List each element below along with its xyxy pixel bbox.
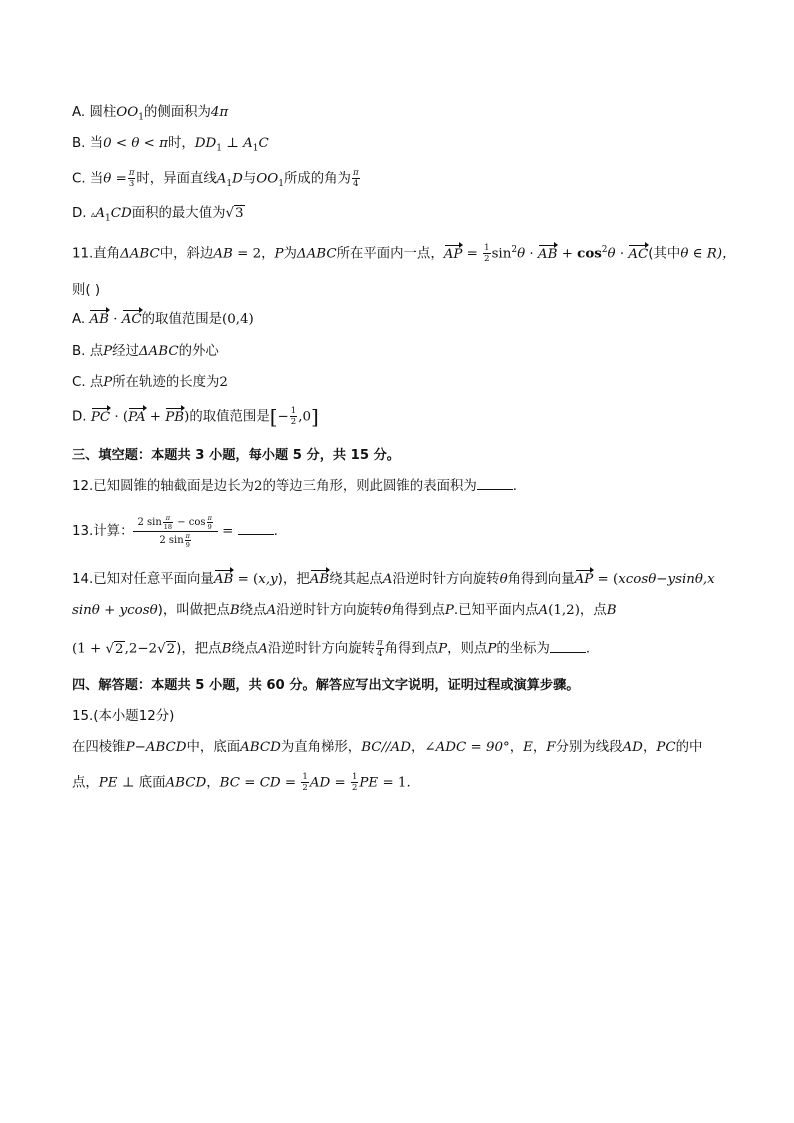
math-cd: CD [110, 206, 132, 221]
stem-text: 点， [72, 775, 99, 791]
q10-option-b [72, 134, 269, 154]
stem-text: = ( [593, 572, 619, 587]
option-label: D. [72, 409, 91, 425]
stem-text: ， [532, 740, 547, 755]
vector-ap: AP [444, 245, 463, 265]
stem-text: 角得到点 [384, 641, 439, 657]
stem-text: ， [642, 740, 657, 755]
sqrt-3: √3 [225, 206, 244, 221]
math-pe: PE [98, 775, 118, 791]
math-rotation: sinθ + ycosθ [72, 603, 158, 618]
plus: + [557, 246, 578, 262]
period: . [512, 479, 518, 494]
stem-text: ， [509, 740, 524, 755]
option-text: 所成的角为 [284, 171, 351, 187]
math-theta: θ [607, 246, 616, 262]
frac-den: 2 [484, 254, 490, 264]
math-cd: CD [259, 775, 281, 791]
subscript: 1 [252, 143, 259, 154]
frac-den: 4 [353, 179, 359, 189]
func-cos: cos [577, 245, 602, 262]
vector-ac: AC [628, 245, 648, 265]
math-a: A [216, 171, 227, 187]
math-a: A [258, 641, 268, 657]
dot: · [615, 246, 629, 262]
math-theta: θ [499, 572, 508, 587]
math-dd: DD [194, 136, 217, 151]
stem-text: 计算： [93, 524, 134, 539]
stem-text: ，则点 [447, 641, 488, 657]
perp-symbol: ⊥ [117, 775, 139, 791]
q10-option-a [72, 103, 228, 123]
stem-text: 绕其起点 [329, 572, 383, 587]
perp-symbol: ⊥ [221, 136, 244, 151]
option-label: D. [72, 206, 91, 221]
frac-den: 9 [185, 540, 190, 549]
math-oo: OO [256, 171, 279, 187]
math-zero: ,0 [298, 409, 311, 425]
equals: = [280, 775, 301, 791]
stem-text: ， [206, 775, 220, 791]
stem-text: 沿逆时针方向旋转 [276, 603, 384, 618]
frac-num: 1 [302, 772, 308, 782]
math-ad: AD [622, 740, 643, 755]
option-text: 所在轨迹的长度为 [112, 375, 220, 390]
subscript: 1 [226, 179, 233, 190]
stem-text: 分别为线段 [555, 740, 623, 755]
stem-text: (其中 [648, 246, 681, 262]
stem-text: 角得到点 [391, 603, 445, 618]
math-p: P [444, 603, 454, 618]
math-ad: AD [309, 775, 331, 791]
fraction-half [351, 772, 358, 793]
math-coordinate: (1 + [72, 641, 106, 657]
equals: = [239, 775, 260, 791]
stem-text: (1,2)，点 [548, 603, 607, 618]
option-text: 面积的最大值为 [131, 206, 226, 221]
math-a: A [266, 603, 277, 618]
math-coordinate: ,2−2 [124, 641, 158, 657]
fraction-pi-4 [352, 168, 360, 189]
vector-pb: PB [165, 408, 184, 428]
option-label: B. 当 [72, 136, 104, 151]
stem-text: )，叫做把点 [157, 603, 230, 618]
radicand: 2 [166, 641, 176, 657]
option-text: 的取值范围是 [141, 312, 223, 327]
stem-text: 则( ) [72, 283, 101, 298]
expr-numerator [133, 514, 217, 532]
stem-text: θ ∈ R)， [680, 246, 736, 262]
question-number: 13. [72, 524, 94, 539]
math-p: P [103, 344, 113, 359]
triangle-symbol: ▵ [90, 210, 96, 220]
option-text: 的外心 [178, 344, 219, 359]
frac-den: 3 [128, 179, 135, 189]
option-label: B. 点 [72, 344, 104, 359]
math-a: A [243, 136, 253, 151]
vector-ab: AB [214, 570, 234, 590]
q15-line2 [72, 772, 411, 794]
denominator-text: 2 sin [159, 534, 184, 546]
q10-option-c [72, 168, 361, 190]
math-value: 2 [219, 375, 228, 390]
stem-text: 绕点 [239, 603, 267, 618]
math-xy: x,y [258, 572, 278, 587]
stem-text: 绕点 [231, 641, 259, 657]
stem-text: 直角 [93, 246, 121, 262]
q11-stem: 11.直角ΔABC中，斜边AB = 2，P为ΔABC所在平面内一点，AP = $\frac{1}{2}$ $\sin^2\theta$ · AB + $\cos^2\theta \cdot AC$(其中θ ∈ R)， [72, 243, 736, 264]
math-value: 4π [210, 105, 229, 120]
math-base: ABCD [165, 775, 207, 791]
stem-text: 中，底面 [186, 740, 241, 755]
frac-den: 4 [377, 649, 383, 659]
frac-num: π [185, 531, 190, 540]
q11-option-b [72, 342, 219, 362]
stem-text: 的坐标为 [496, 641, 550, 657]
math-theta: θ [517, 246, 526, 262]
math-pc: PC [656, 740, 676, 755]
plus: + [145, 409, 166, 425]
sqrt-2: √2 [105, 641, 124, 657]
math-p: P [103, 375, 113, 390]
q11-option-c [72, 373, 228, 393]
math-bc: BC [219, 775, 240, 791]
radicand: 3 [235, 206, 244, 221]
math-parallel: BC//AD [361, 740, 411, 755]
math-base: ABCD [240, 740, 281, 755]
frac-num: π [352, 168, 359, 178]
stem-text: 已知圆锥的轴截面是边长为 [93, 479, 254, 494]
radicand: 2 [115, 641, 124, 657]
frac-num: 1 [290, 406, 297, 416]
dot: · [525, 246, 538, 262]
math-triangle: ΔABC [138, 344, 179, 359]
math-p: P [274, 246, 284, 262]
math-triangle: ΔABC [120, 246, 160, 262]
equals: = [462, 246, 483, 262]
frac-den: 2 [290, 417, 297, 427]
math-b: B [229, 603, 240, 618]
stem-text: 的等边三角形，则此圆锥的表面积为 [262, 479, 477, 494]
numerator-text: 2 sin [137, 516, 162, 528]
stem-text: )，把 [277, 572, 310, 587]
subscript: 1 [278, 179, 284, 190]
math-b: B [606, 603, 617, 618]
math-p: P [487, 641, 497, 657]
option-label: C. 当 [72, 171, 104, 187]
fraction-half [483, 243, 490, 264]
fraction-pi-3 [128, 168, 136, 189]
stem-text: 沿逆时针方向旋转 [267, 641, 375, 657]
paren: ) [184, 409, 190, 425]
frac-num: 1 [484, 243, 490, 253]
stem-text: 已知对任意平面向量 [93, 572, 214, 587]
stem-text: .已知平面内点 [453, 603, 539, 618]
q14-line2 [72, 601, 617, 621]
answer-blank[interactable] [550, 640, 586, 653]
sqrt-2: √2 [157, 641, 176, 657]
period: . [585, 641, 591, 657]
vector-ab: AB [538, 245, 558, 265]
stem-text: 所在平面内一点， [336, 246, 444, 262]
func-sin: sin [491, 246, 512, 262]
dot: · [108, 312, 122, 327]
fraction-pi-4 [376, 638, 384, 659]
math-d: D [232, 171, 243, 187]
math-b: B [221, 641, 232, 657]
option-text: 经过 [112, 344, 139, 359]
stem-text: 的中 [675, 740, 703, 755]
option-text: 的取值范围是 [189, 409, 270, 425]
math-oo: OO [116, 105, 139, 120]
math-condition: 0 < θ < π [103, 136, 168, 151]
math-a: A [95, 206, 106, 221]
stem-text: 中，斜边 [159, 246, 214, 262]
math-pe: PE [359, 775, 379, 791]
math-rotation: xcosθ−ysinθ,x [618, 572, 715, 587]
option-text: 时，异面直线 [136, 171, 217, 187]
frac-den: 18 [163, 522, 173, 531]
expression-fraction [133, 514, 217, 549]
q14-line1 [72, 570, 715, 590]
stem-text: 在四棱锥 [72, 740, 126, 755]
subscript: 1 [216, 143, 222, 154]
option-text: 与 [242, 171, 257, 187]
stem-text: 为直角梯形， [280, 740, 362, 755]
dot: · ( [110, 409, 129, 425]
option-text: 的侧面积为 [143, 105, 211, 120]
option-label: A. [72, 312, 90, 327]
math-c: C [258, 136, 269, 151]
vector-ab: AB [89, 310, 109, 330]
subscript: 1 [105, 213, 111, 224]
frac-num: π [128, 168, 135, 178]
stem-text: 底面 [138, 775, 166, 791]
math-a: A [382, 572, 393, 587]
frac-num: π [376, 638, 383, 648]
frac-num: 1 [351, 772, 358, 782]
question-number: 11. [72, 246, 94, 262]
math-value: 2 [253, 479, 263, 494]
expr-denominator [133, 532, 217, 549]
math-theta: θ [383, 603, 392, 618]
answer-blank[interactable] [238, 522, 274, 535]
stem-text: 沿逆时针方向旋转 [392, 572, 500, 587]
option-label: C. 点 [72, 375, 104, 390]
stem-text: 角得到向量 [507, 572, 575, 587]
stem-text: )，把点 [176, 641, 222, 657]
vector-ab: AB [310, 570, 330, 590]
section-header-fill-blank: 三、填空题：本题共 3 小题，每小题 5 分，共 15 分。 [72, 448, 400, 463]
numerator-text: − cos [174, 516, 206, 528]
section-header-solutions: 四、解答题：本题共 5 小题，共 60 分。解答应写出文字说明，证明过程或演算步骤。 [72, 678, 580, 693]
q13 [72, 512, 278, 552]
vector-ac: AC [122, 310, 142, 330]
frac-num: π [163, 514, 173, 523]
q11-option-a [72, 310, 254, 330]
frac-num: π [207, 513, 212, 522]
subscript: 1 [138, 112, 144, 123]
math-range: (0,4) [222, 312, 254, 327]
math-pyramid: P−ABCD [125, 740, 187, 755]
option-label: A. 圆柱 [72, 105, 117, 120]
math-e: E [523, 740, 533, 755]
stem-text: ， [410, 740, 425, 755]
q10-option-d [72, 204, 245, 225]
frac-den: 2 [351, 783, 358, 793]
q11-option-d [72, 406, 319, 428]
period: . [273, 524, 278, 539]
math-ab: AB [213, 246, 233, 262]
q11-stem-line2 [72, 281, 100, 301]
stem-text: = ( [233, 572, 259, 587]
equals: = [217, 524, 238, 539]
fraction-half [290, 406, 297, 427]
question-number: 12. [72, 479, 94, 494]
q14-line3 [72, 638, 590, 660]
stem-text: 为 [283, 246, 297, 262]
minus: − [277, 409, 289, 425]
q12 [72, 477, 517, 497]
equals: = [330, 775, 350, 791]
math-f: F [546, 740, 556, 755]
question-number: 14. [72, 572, 94, 587]
q15-line1 [72, 738, 702, 758]
math-triangle: ΔABC [296, 246, 337, 262]
bracket-left: [ [269, 404, 278, 429]
vector-ap: AP [575, 570, 594, 590]
vector-pc: PC [91, 408, 110, 428]
frac-den: 9 [207, 522, 212, 531]
math-p: P [438, 641, 448, 657]
option-text: 时， [167, 136, 195, 151]
vector-pa: PA [128, 408, 145, 428]
bracket-right: ] [310, 404, 319, 429]
math-result: = 1. [378, 775, 411, 791]
math-theta: θ = [103, 171, 127, 187]
fraction-half [301, 772, 308, 793]
q15-header: 15.(本小题12分) [72, 709, 175, 724]
math-a: A [538, 603, 549, 618]
answer-blank[interactable] [477, 477, 513, 490]
math-angle: ∠ADC = 90° [424, 740, 510, 755]
stem-text: = 2， [232, 246, 275, 262]
frac-den: 2 [302, 783, 308, 793]
